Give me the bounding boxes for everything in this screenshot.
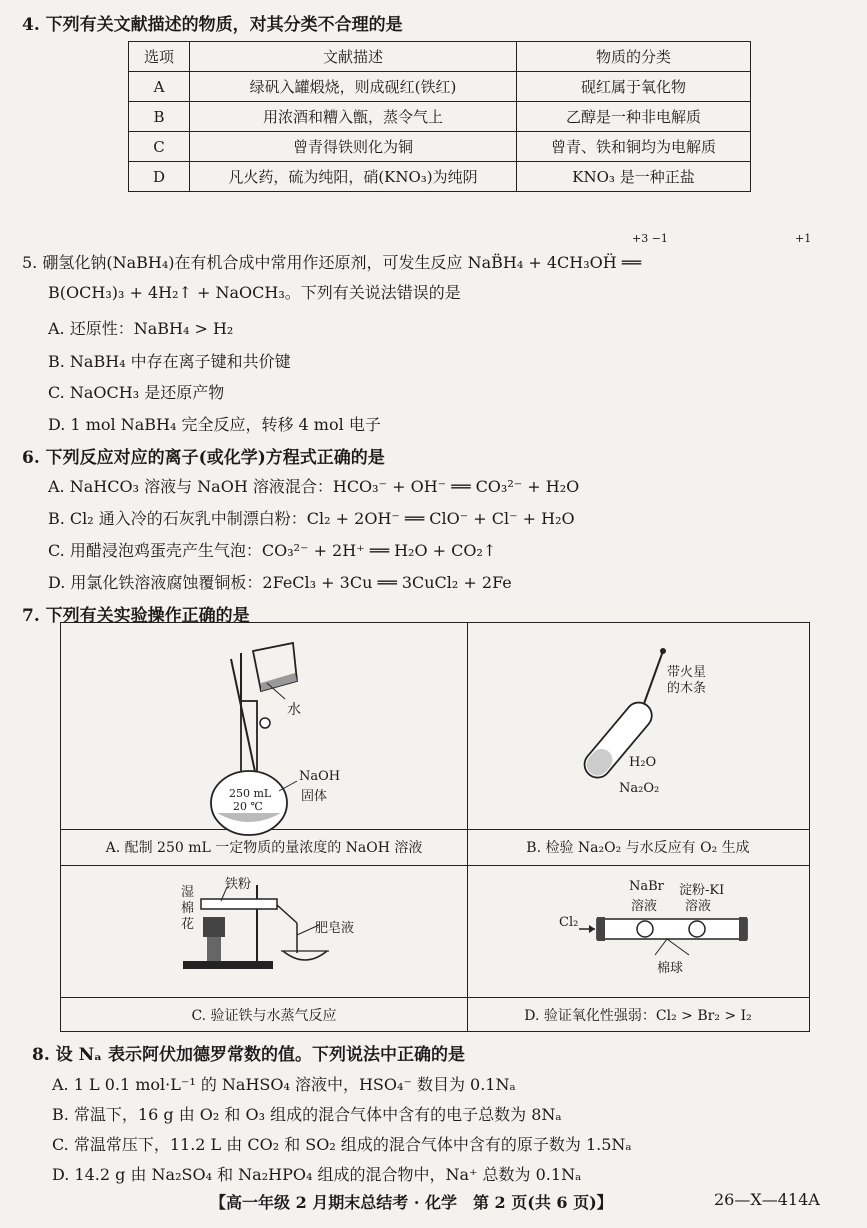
question-6-option-d: D. 用氯化铁溶液腐蚀覆铜板：2FeCl₃ + 3Cu ══ 3CuCl₂ + 2Fe: [48, 573, 512, 592]
table-header-option: 选项: [129, 42, 190, 72]
label-wet-cotton-1: 湿: [181, 885, 195, 900]
paper-code: 26—X—414A: [714, 1190, 820, 1209]
table-cell: A: [129, 72, 190, 102]
table-cell: 凡火药，硫为纯阳，硝(KNO₃)为纯阴: [190, 162, 517, 192]
label-glowing-splint: 带火星: [667, 665, 707, 680]
table-header-classification: 物质的分类: [517, 42, 751, 72]
iron-steam-apparatus: [61, 865, 467, 997]
label-flask-volume: 250 mL: [229, 787, 272, 800]
table-header-row: [129, 42, 751, 72]
label-starch-ki-solution: 溶液: [685, 899, 712, 914]
panel-d-caption: D. 验证氧化性强弱：Cl₂ > Br₂ > I₂: [524, 1008, 752, 1024]
question-6-option-c: C. 用醋浸泡鸡蛋壳产生气泡：CO₃²⁻ + 2H⁺ ══ H₂O + CO₂↑: [48, 541, 497, 560]
label-flask-temp: 20 ℃: [233, 800, 263, 813]
question-5-option-a: A. 还原性：NaBH₄ > H₂: [48, 319, 234, 338]
panel-a-caption: A. 配制 250 mL 一定物质的量浓度的 NaOH 溶液: [105, 840, 423, 856]
question-6-option-a: A. NaHCO₃ 溶液与 NaOH 溶液混合：HCO₃⁻ + OH⁻ ══ CO₃²⁻ + H₂O: [48, 477, 580, 496]
label-nabr-solution: 溶液: [631, 899, 658, 914]
table-row: [129, 132, 751, 162]
table-cell: 砚红属于氧化物: [517, 72, 751, 102]
label-naoh-solid: 固体: [301, 789, 328, 804]
question-8-stem: 8. 设 Nₐ 表示阿伏加德罗常数的值。下列说法中正确的是: [32, 1045, 465, 1065]
label-cl2: Cl₂: [559, 915, 579, 930]
question-5-option-d: D. 1 mol NaBH₄ 完全反应，转移 4 mol 电子: [48, 415, 381, 434]
question-5-stem-line2: B(OCH₃)₃ + 4H₂↑ + NaOCH₃。下列有关说法错误的是: [48, 283, 461, 302]
label-wet-cotton-3: 花: [181, 917, 195, 932]
table-cell: 乙醇是一种非电解质: [517, 102, 751, 132]
oxidation-state-h: +1: [795, 232, 812, 245]
label-starch-ki: 淀粉-KI: [679, 883, 725, 898]
panel-a: [61, 623, 467, 865]
question-5-option-c: C. NaOCH₃ 是还原产物: [48, 383, 225, 402]
label-cotton-ball: 棉球: [657, 961, 684, 976]
oxidation-state-b-h: +3 −1: [632, 232, 668, 245]
test-tube-diagram: [467, 623, 809, 829]
label-naoh: NaOH: [299, 769, 341, 784]
table-row: [129, 162, 751, 192]
label-nabr: NaBr: [629, 879, 664, 894]
label-wet-cotton-2: 棉: [181, 901, 195, 916]
label-soap-solution: 肥皂液: [315, 921, 355, 936]
label-na2o2: Na₂O₂: [619, 781, 660, 796]
question-6-option-b: B. Cl₂ 通入冷的石灰乳中制漂白粉：Cl₂ + 2OH⁻ ══ ClO⁻ + Cl⁻ + H₂O: [48, 509, 575, 528]
question-4-stem: 4. 下列有关文献描述的物质，对其分类不合理的是: [22, 15, 403, 35]
table-cell: KNO₃ 是一种正盐: [517, 162, 751, 192]
question-5-option-b: B. NaBH₄ 中存在离子键和共价键: [48, 352, 291, 371]
table-cell: C: [129, 132, 190, 162]
question-8-option-d: D. 14.2 g 由 Na₂SO₄ 和 Na₂HPO₄ 组成的混合物中，Na⁺ 总数为 0.1Nₐ: [52, 1165, 582, 1184]
panel-b-caption: B. 检验 Na₂O₂ 与水反应有 O₂ 生成: [526, 840, 750, 856]
question-8-option-c: C. 常温常压下，11.2 L 由 CO₂ 和 SO₂ 组成的混合气体中含有的原子数为 1.5Nₐ: [52, 1135, 632, 1154]
panel-d: [467, 865, 809, 1031]
table-row: [129, 102, 751, 132]
experiment-grid: [60, 622, 810, 1032]
question-7-stem: 7. 下列有关实验操作正确的是: [22, 606, 250, 626]
table-cell: 曾青、铁和铜均为电解质: [517, 132, 751, 162]
table-cell: 用浓酒和糟入甑，蒸令气上: [190, 102, 517, 132]
question-4-table: [128, 41, 751, 192]
panel-c-caption: C. 验证铁与水蒸气反应: [191, 1008, 337, 1024]
question-6-stem: 6. 下列反应对应的离子(或化学)方程式正确的是: [22, 448, 385, 468]
table-header-description: 文献描述: [190, 42, 517, 72]
page-footer: 【高一年级 2 月期末总结考 · 化学 第 2 页(共 6 页)】: [210, 1193, 613, 1212]
question-5-stem-line1: 5. 硼氢化钠(NaBH₄)在有机合成中常用作还原剂，可发生反应 NaB̈H₄ + 4CH₃OḦ ══: [22, 253, 642, 272]
table-cell: 绿矾入罐煅烧，则成砚红(铁红): [190, 72, 517, 102]
label-h2o: H₂O: [629, 755, 657, 770]
panel-c: [61, 865, 467, 1031]
label-glowing-splint-2: 的木条: [667, 681, 707, 696]
table-cell: 曾青得铁则化为铜: [190, 132, 517, 162]
question-8-option-a: A. 1 L 0.1 mol·L⁻¹ 的 NaHSO₄ 溶液中，HSO₄⁻ 数目为 0.1Nₐ: [52, 1075, 516, 1094]
question-8-option-b: B. 常温下，16 g 由 O₂ 和 O₃ 组成的混合气体中含有的电子总数为 8Nₐ: [52, 1105, 562, 1124]
panel-b: [467, 623, 809, 865]
table-cell: B: [129, 102, 190, 132]
label-iron-powder: 铁粉: [225, 877, 252, 892]
table-cell: D: [129, 162, 190, 192]
label-water: 水: [287, 702, 301, 718]
table-row: [129, 72, 751, 102]
